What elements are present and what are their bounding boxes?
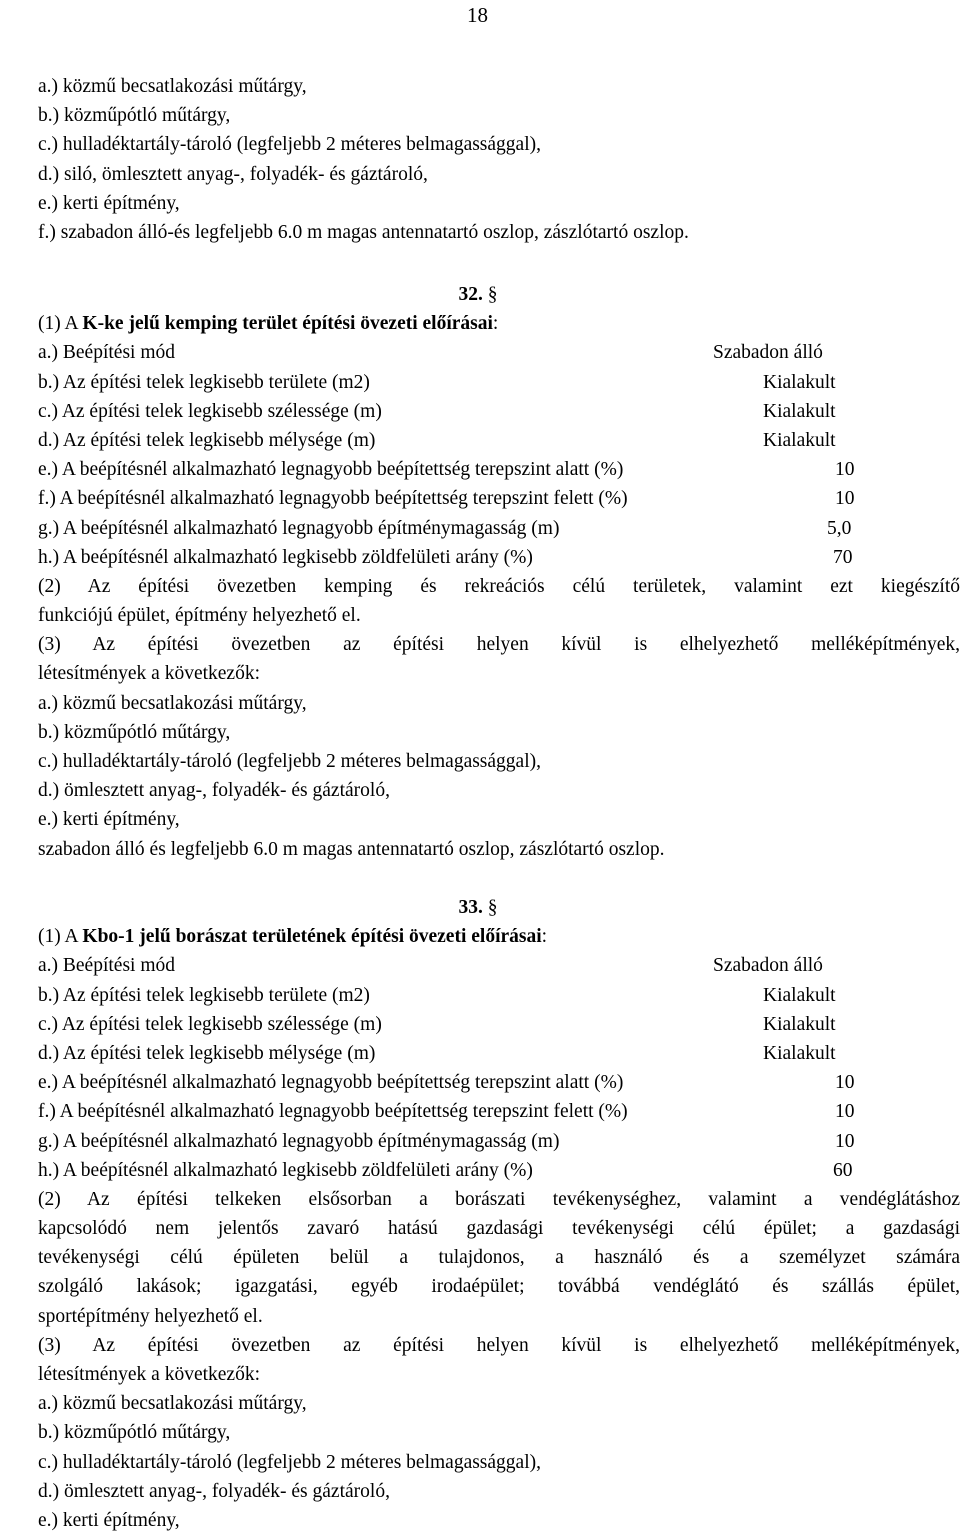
list-item: b.) közműpótló műtárgy, xyxy=(38,1422,231,1444)
paragraph-2-line: szolgáló lakások; igazgatási, egyéb irodaépület; továbbá vendéglátó és szállás épület, xyxy=(38,1276,960,1298)
rule-value: Kialakult xyxy=(763,984,836,1006)
list-item: d.) siló, ömlesztett anyag-, folyadék- és gáztároló, xyxy=(38,163,428,185)
paragraph-2-line: (2) Az építési telkeken elsősorban a borászati tevékenységhez, valamint a vendéglátáshoz xyxy=(38,1188,960,1210)
list-item: f.) szabadon álló-és legfeljebb 6.0 m magas antennatartó oszlop, zászlótartó oszlop. xyxy=(38,221,689,243)
rule-label: d.) Az építési telek legkisebb mélysége (m) xyxy=(38,1042,376,1064)
rule-label: g.) A beépítésnél alkalmazható legnagyobb építménymagasság (m) xyxy=(38,517,560,539)
paragraph-suffix: : xyxy=(492,313,499,335)
zone-title: K-ke jelű kemping terület építési övezeti előírásai xyxy=(82,313,493,335)
list-item: c.) hulladéktartály-tároló (legfeljebb 2 méteres belmagassággal), xyxy=(38,751,541,772)
paragraph-prefix: (1) A xyxy=(38,313,83,335)
rule-value: 10 xyxy=(835,1101,855,1123)
rule-row xyxy=(38,951,960,980)
paragraph-suffix: : xyxy=(541,926,548,948)
section-number: 33. xyxy=(458,897,483,918)
rule-row xyxy=(38,514,960,543)
rule-label: b.) Az építési telek legkisebb területe (m2) xyxy=(38,371,370,393)
rule-value: 10 xyxy=(835,1130,855,1152)
paragraph-3-line: (3) Az építési övezetben az építési helyen kívül is elhelyezhető melléképítmények, xyxy=(38,1334,960,1356)
rule-value: Szabadon álló xyxy=(713,342,823,364)
list-item: a.) közmű becsatlakozási műtárgy, xyxy=(38,76,307,97)
rule-label: e.) A beépítésnél alkalmazható legnagyobb beépítettség terepszint alatt (%) xyxy=(38,459,624,481)
rule-value: 5,0 xyxy=(827,517,852,539)
rule-value: 70 xyxy=(833,546,853,568)
rule-label: f.) A beépítésnél alkalmazható legnagyobb beépítettség terepszint felett (%) xyxy=(38,1101,628,1123)
list-item: d.) ömlesztett anyag-, folyadék- és gáztároló, xyxy=(38,780,390,802)
list-item: c.) hulladéktartály-tároló (legfeljebb 2 méteres belmagassággal), xyxy=(38,1451,541,1473)
list-item: b.) közműpótló műtárgy, xyxy=(38,105,231,127)
paragraph-2-text: funkciójú épület, építmény helyezhető el. xyxy=(38,605,361,627)
rule-row xyxy=(38,1127,960,1156)
section-number: 32. xyxy=(458,284,483,305)
rule-row xyxy=(38,455,960,484)
rule-label: a.) Beépítési mód xyxy=(38,342,176,364)
paragraph-2-line xyxy=(38,601,960,630)
rule-value: Kialakult xyxy=(763,1013,836,1035)
rule-label: d.) Az építési telek legkisebb mélysége (m) xyxy=(38,429,376,451)
rule-row xyxy=(38,1097,960,1126)
rule-value: Kialakult xyxy=(763,400,836,422)
rule-value: 10 xyxy=(835,459,855,481)
paragraph-1 xyxy=(38,922,960,951)
section-symbol: § xyxy=(487,284,498,305)
paragraph-2-line: (2) Az építési övezetben kemping és rekreációs célú területek, valamint ezt kiegészítő xyxy=(38,575,960,597)
top-list xyxy=(38,72,960,247)
rule-value: Kialakult xyxy=(763,1042,836,1064)
list-item: e.) kerti építmény, xyxy=(38,809,180,831)
rule-row xyxy=(38,338,960,367)
rule-label: c.) Az építési telek legkisebb szélessége (m) xyxy=(38,400,382,422)
rule-label: b.) Az építési telek legkisebb területe (m2) xyxy=(38,984,370,1006)
paragraph-1 xyxy=(38,309,960,338)
rule-value: 10 xyxy=(835,1072,855,1094)
rule-row xyxy=(38,397,960,426)
rule-label: f.) A beépítésnél alkalmazható legnagyobb beépítettség terepszint felett (%) xyxy=(38,488,628,510)
rule-row xyxy=(38,981,960,1010)
rule-row xyxy=(38,1068,960,1097)
rule-row xyxy=(38,1010,960,1039)
section-heading xyxy=(38,280,918,309)
rule-value: 60 xyxy=(833,1159,853,1181)
rule-value: Kialakult xyxy=(763,429,836,451)
list-item: szabadon álló és legfeljebb 6.0 m magas antennatartó oszlop, zászlótartó oszlop. xyxy=(38,838,665,860)
rule-label: g.) A beépítésnél alkalmazható legnagyobb építménymagasság (m) xyxy=(38,1130,560,1152)
section-33 xyxy=(38,893,960,1535)
list-item: b.) közműpótló műtárgy, xyxy=(38,721,231,743)
list-item: d.) ömlesztett anyag-, folyadék- és gáztároló, xyxy=(38,1480,390,1502)
paragraph-3-line: létesítmények a következők: xyxy=(38,663,261,685)
rule-value: 10 xyxy=(835,488,855,510)
page-number: 18 xyxy=(467,3,488,27)
rule-value: Szabadon álló xyxy=(713,955,823,977)
rule-label: e.) A beépítésnél alkalmazható legnagyobb beépítettség terepszint alatt (%) xyxy=(38,1072,624,1094)
rule-row xyxy=(38,543,960,572)
rule-label: h.) A beépítésnél alkalmazható legkisebb zöldfelületi arány (%) xyxy=(38,1159,533,1181)
paragraph-3-line: (3) Az építési övezetben az építési helyen kívül is elhelyezhető melléképítmények, xyxy=(38,634,960,656)
rule-label: c.) Az építési telek legkisebb szélessége (m) xyxy=(38,1013,382,1035)
rule-row xyxy=(38,368,960,397)
list-item: e.) kerti építmény, xyxy=(38,1509,180,1531)
paragraph-2-line: sportépítmény helyezhető el. xyxy=(38,1305,263,1327)
rule-row xyxy=(38,1039,960,1068)
list-item: e.) kerti építmény, xyxy=(38,192,180,214)
rule-row xyxy=(38,426,960,455)
list-item: c.) hulladéktartály-tároló (legfeljebb 2 méteres belmagassággal), xyxy=(38,134,541,156)
section-32 xyxy=(38,280,960,864)
paragraph-2-line: tevékenységi célú épületen belül a tulajdonos, a használó és a személyzet számára xyxy=(38,1247,960,1269)
rule-label: h.) A beépítésnél alkalmazható legkisebb zöldfelületi arány (%) xyxy=(38,546,533,568)
list-item: a.) közmű becsatlakozási műtárgy, xyxy=(38,1393,307,1415)
paragraph-2-line: kapcsolódó nem jelentős zavaró hatású gazdasági tevékenységi célú épület; a gazdasági xyxy=(38,1218,960,1240)
rule-row xyxy=(38,484,960,513)
paragraph-3-line: létesítmények a következők: xyxy=(38,1364,261,1385)
paragraph-prefix: (1) A xyxy=(38,926,83,948)
section-heading xyxy=(38,893,918,922)
rule-row xyxy=(38,1156,960,1185)
rule-label: a.) Beépítési mód xyxy=(38,955,176,977)
list-item: a.) közmű becsatlakozási műtárgy, xyxy=(38,692,307,714)
section-symbol: § xyxy=(487,897,498,918)
zone-title: Kbo-1 jelű borászat területének építési övezeti előírásai xyxy=(82,926,542,948)
rule-value: Kialakult xyxy=(763,371,836,393)
